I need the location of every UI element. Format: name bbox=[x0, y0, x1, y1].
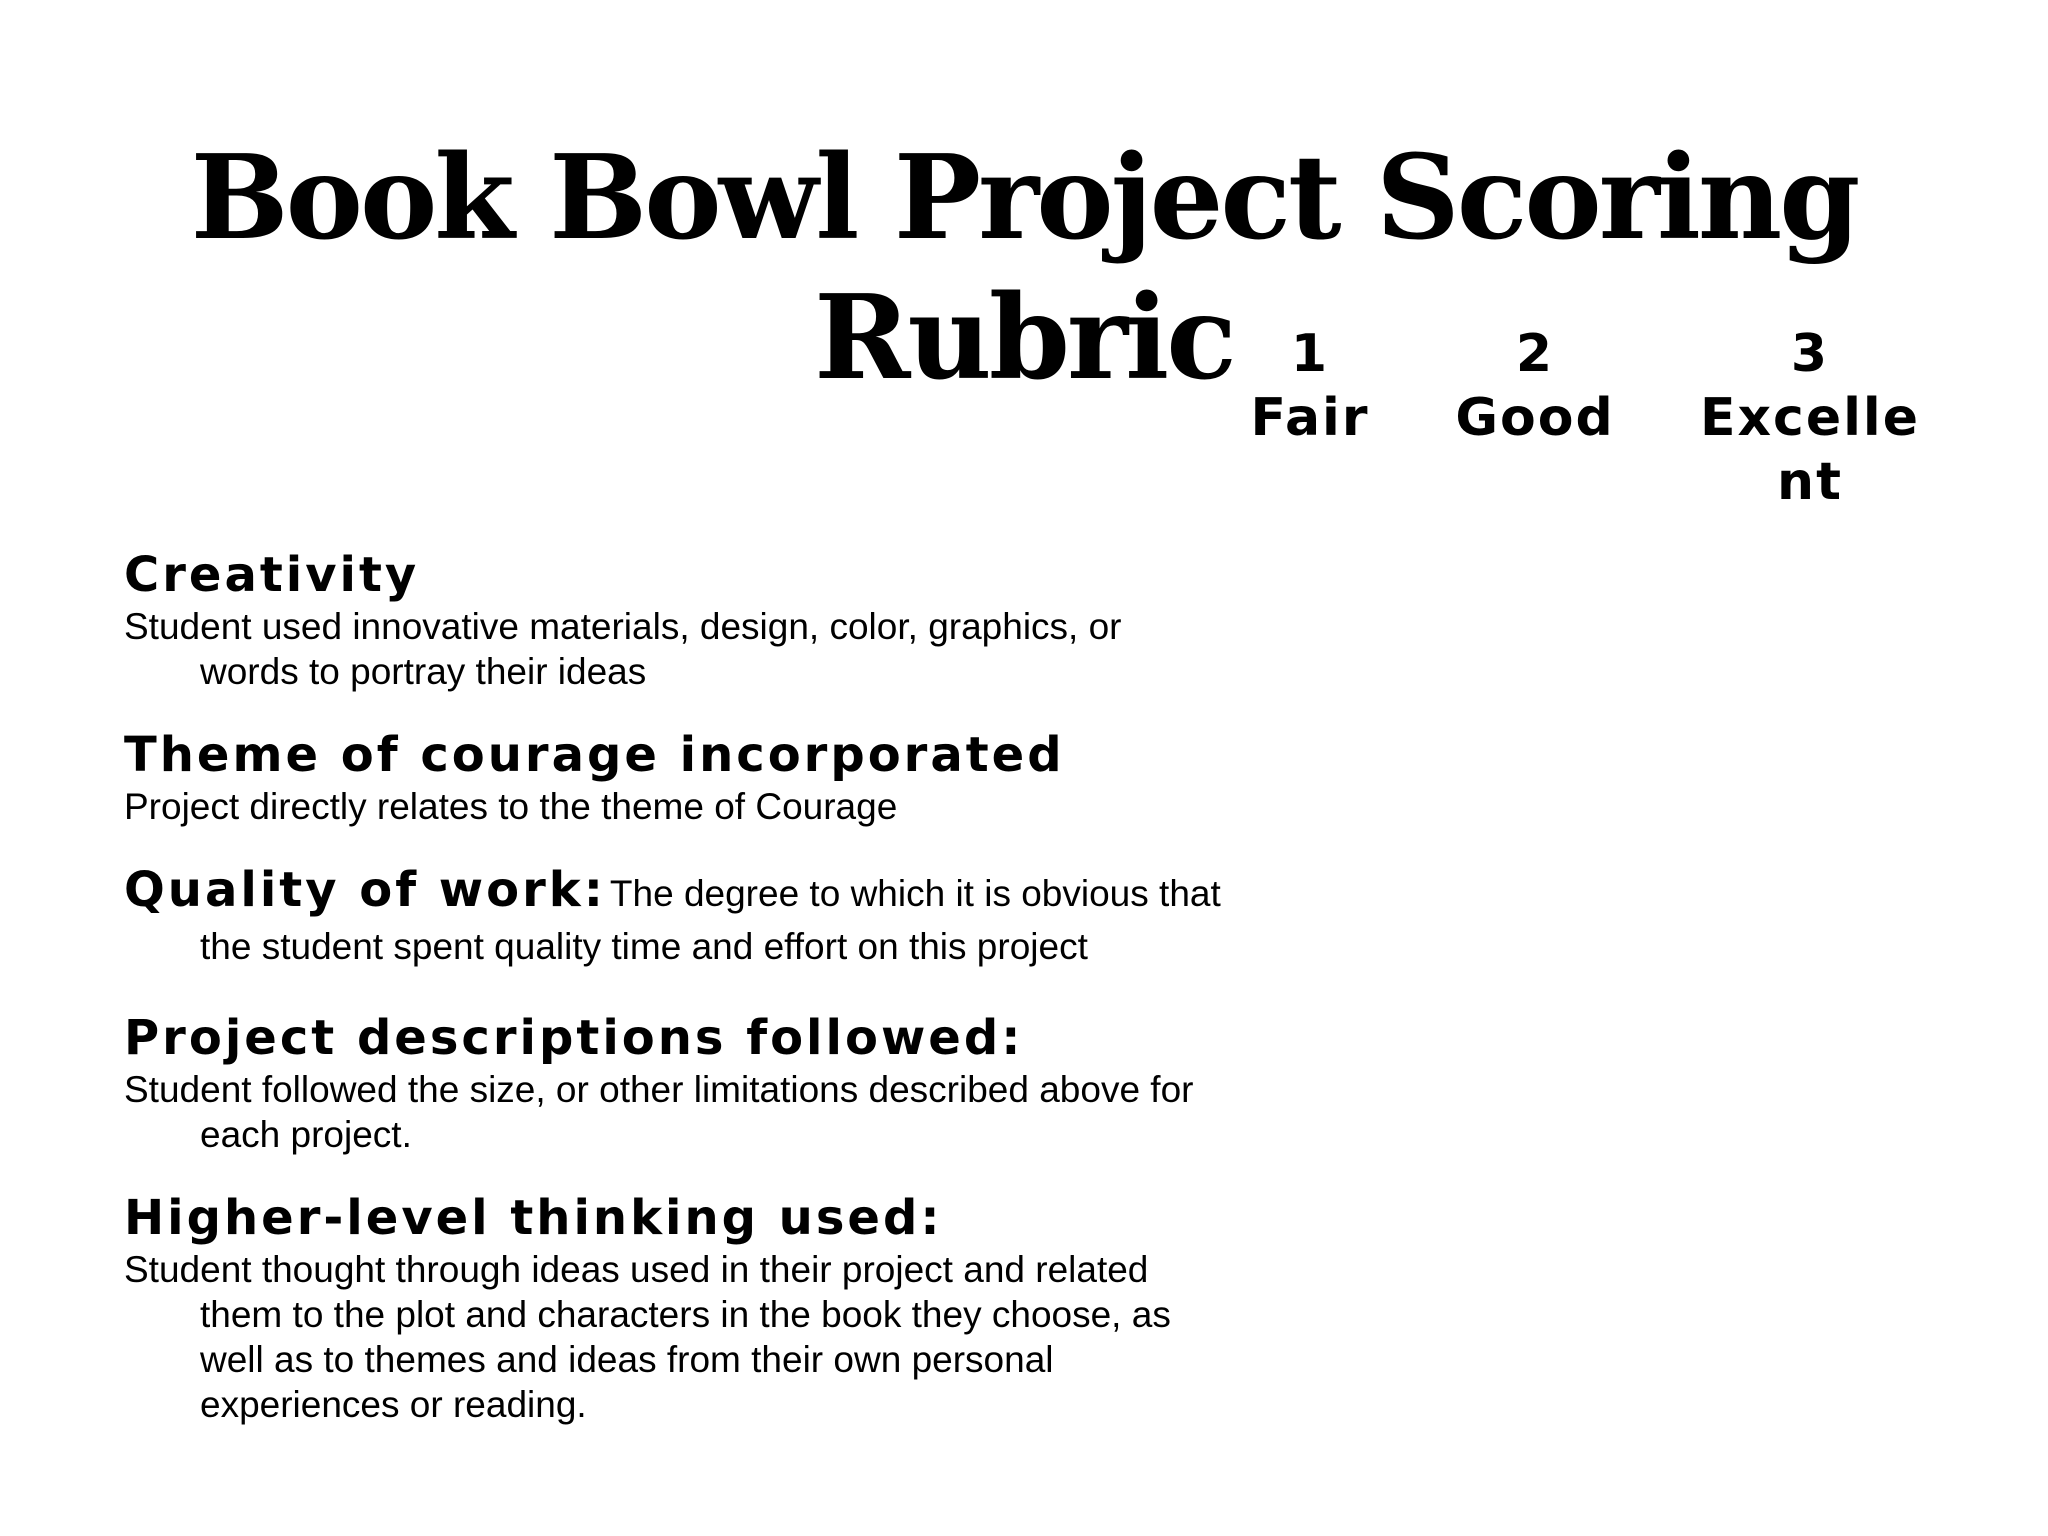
criterion-description: The degree to which it is obvious that the student spent quality time and effort on this project bbox=[200, 873, 1221, 967]
criterion-creativity bbox=[124, 546, 1224, 694]
page-title: Book Bowl Project Scoring Rubric bbox=[190, 130, 1858, 406]
criterion-theme bbox=[124, 726, 1224, 829]
score-label: Excellent bbox=[1699, 388, 1921, 512]
criterion-heading: Project descriptions followed: bbox=[124, 1010, 1024, 1066]
criterion-description: Student followed the size, or other limitations described above for each project. bbox=[124, 1069, 1194, 1155]
criterion-description: Student used innovative materials, design, color, graphics, or words to portray their ideas bbox=[124, 606, 1122, 692]
criterion-heading: Theme of courage incorporated bbox=[124, 727, 1065, 783]
criterion-quality bbox=[124, 861, 1224, 977]
criterion-description: Project directly relates to the theme of Courage bbox=[124, 786, 898, 827]
criterion-higher-level-thinking bbox=[124, 1189, 1224, 1427]
criterion-heading: Quality of work: bbox=[124, 862, 606, 918]
score-number: 1 bbox=[1290, 324, 1330, 384]
score-label: Fair bbox=[1250, 388, 1370, 448]
score-column-fair bbox=[1240, 322, 1380, 450]
criterion-descriptions-followed bbox=[124, 1009, 1224, 1157]
score-number: 2 bbox=[1515, 324, 1555, 384]
criterion-description: Student thought through ideas used in their project and related them to the plot and characters in the book they choose, as well as to themes and ideas from their own personal experiences or reading. bbox=[124, 1249, 1171, 1425]
score-column-good bbox=[1450, 322, 1620, 450]
score-label: Good bbox=[1455, 388, 1615, 448]
score-number: 3 bbox=[1790, 324, 1830, 384]
score-column-excellent bbox=[1680, 322, 1940, 514]
criteria-list bbox=[124, 546, 1224, 1459]
criterion-heading: Creativity bbox=[124, 547, 420, 603]
criterion-heading: Higher-level thinking used: bbox=[124, 1190, 943, 1246]
